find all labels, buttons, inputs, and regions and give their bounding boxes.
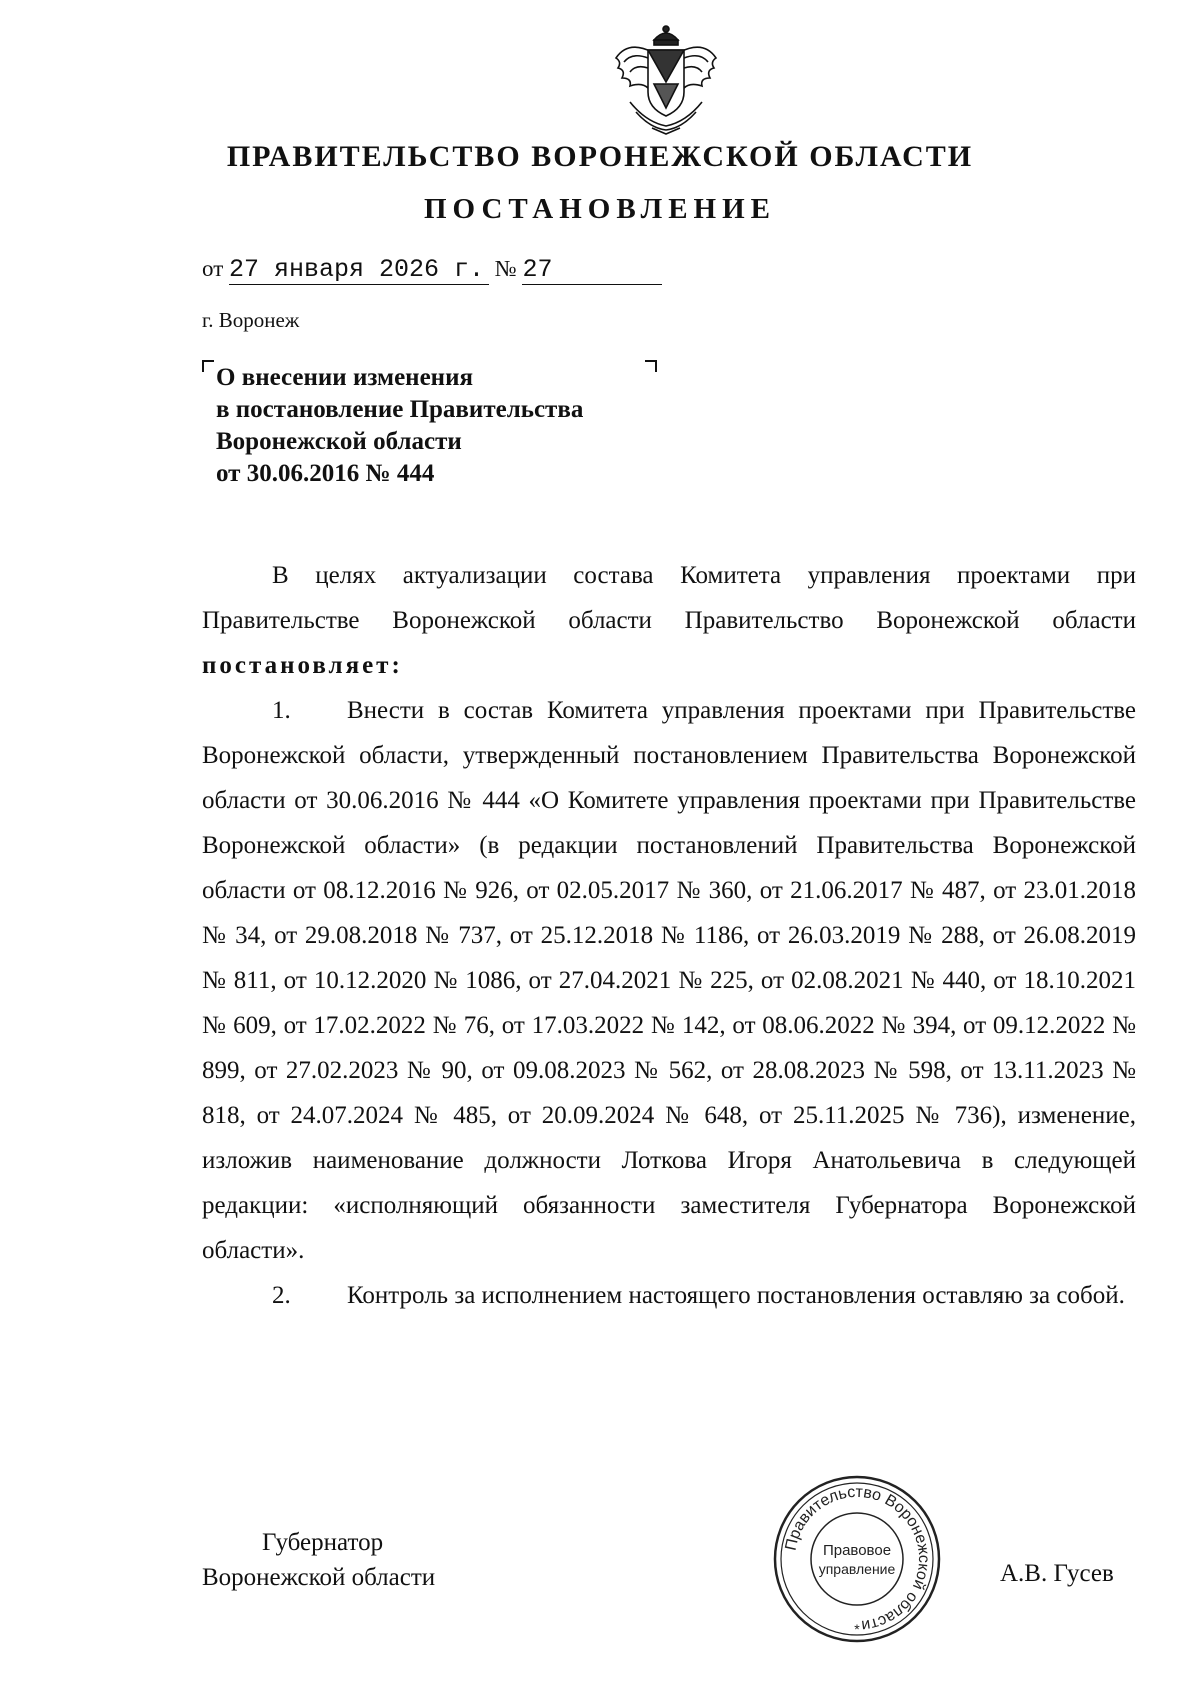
document-body <box>202 553 1136 1318</box>
organization-title: ПРАВИТЕЛЬСТВО ВОРОНЕЖСКОЙ ОБЛАСТИ <box>226 140 974 173</box>
signatory-position <box>202 1525 435 1595</box>
title-line: в постановление Правительства <box>216 396 584 423</box>
item-paragraph <box>202 688 1136 1273</box>
position-line: Воронежской области <box>202 1564 436 1591</box>
stamp-outer-text: Правительство Воронежской области <box>782 1483 933 1634</box>
title-line: Воронежской области <box>216 428 462 455</box>
title-corner-right <box>645 360 657 372</box>
number-prefix: № <box>494 256 517 281</box>
resolves-word: постановляет <box>202 652 392 679</box>
signatory-name: А.В. Гусев <box>1000 1560 1114 1587</box>
official-stamp <box>772 1474 942 1644</box>
item-number: 1. <box>272 697 291 724</box>
date-prefix: от <box>202 256 224 281</box>
title-line: О внесении изменения <box>216 364 474 391</box>
title-corner-left <box>202 360 214 372</box>
document-title <box>216 362 583 490</box>
item-text: Контроль за исполнением настоящего постановления оставляю за собой. <box>347 1282 1125 1309</box>
document-type-heading: ПОСТАНОВЛЕНИЕ <box>423 193 776 225</box>
date-number-line <box>202 255 662 285</box>
stamp-inner-line: Правовое <box>822 1542 892 1559</box>
document-number: 27 <box>522 255 662 285</box>
item-paragraph <box>202 1273 1136 1318</box>
item-text: Внести в состав Комитета управления проектами при Правительстве Воронежской области, утвержденный постановлением Правительства Воронежской области от 30.06.2016 № 444 «О Комитете управления проектами при Правительстве Воронежской области» (в редакции постановлений Правительства Воронежской области от 08.12.2016 № 926, от 02.05.2017 № 360, от 21.06.2017 № 487, от 23.01.2018 № 34, от 29.08.2018 № 737, от 25.12.2018 № 1186, от 26.03.2019 № 288, от 26.08.2019 № 811, от 10.12.2020 № 1086, от 27.04.2021 № 225, от 02.08.2021 № 440, от 18.10.2021 № 609, от 17.02.2022 № 76, от 17.03.2022 № 142, от 08.06.2022 № 394, от 09.12.2022 № 899, от 27.02.2023 № 90, от 09.08.2023 № 562, от 28.08.2023 № 598, от 13.11.2023 № 818, от 24.07.2024 № 485, от 20.09.2024 № 648, от 25.11.2025 № 736), изменение, изложив наименование должности Лоткова Игоря Анатольевича в следующей редакции: «исполняющий обязанности заместителя Губернатора Воронежской области». <box>202 697 1136 1264</box>
position-line: Губернатор <box>262 1529 384 1556</box>
item-number: 2. <box>272 1282 291 1309</box>
city: г. Воронеж <box>202 308 300 332</box>
intro-paragraph: В целях актуализации состава Комитета управления проектами при Правительстве Воронежской области Правительство Воронежской области постановляет: <box>202 562 1136 679</box>
intro-text: В целях актуализации состава Комитета управления проектами при Правительстве Воронежской области Правительство Воронежской области <box>202 562 1136 634</box>
document-date: 27 января 2026 г. <box>229 255 489 285</box>
stamp-star: * <box>854 1621 860 1637</box>
title-line: от 30.06.2016 № 444 <box>216 460 435 487</box>
coat-of-arms-icon <box>608 22 724 136</box>
stamp-inner-line: управление <box>818 1561 896 1577</box>
